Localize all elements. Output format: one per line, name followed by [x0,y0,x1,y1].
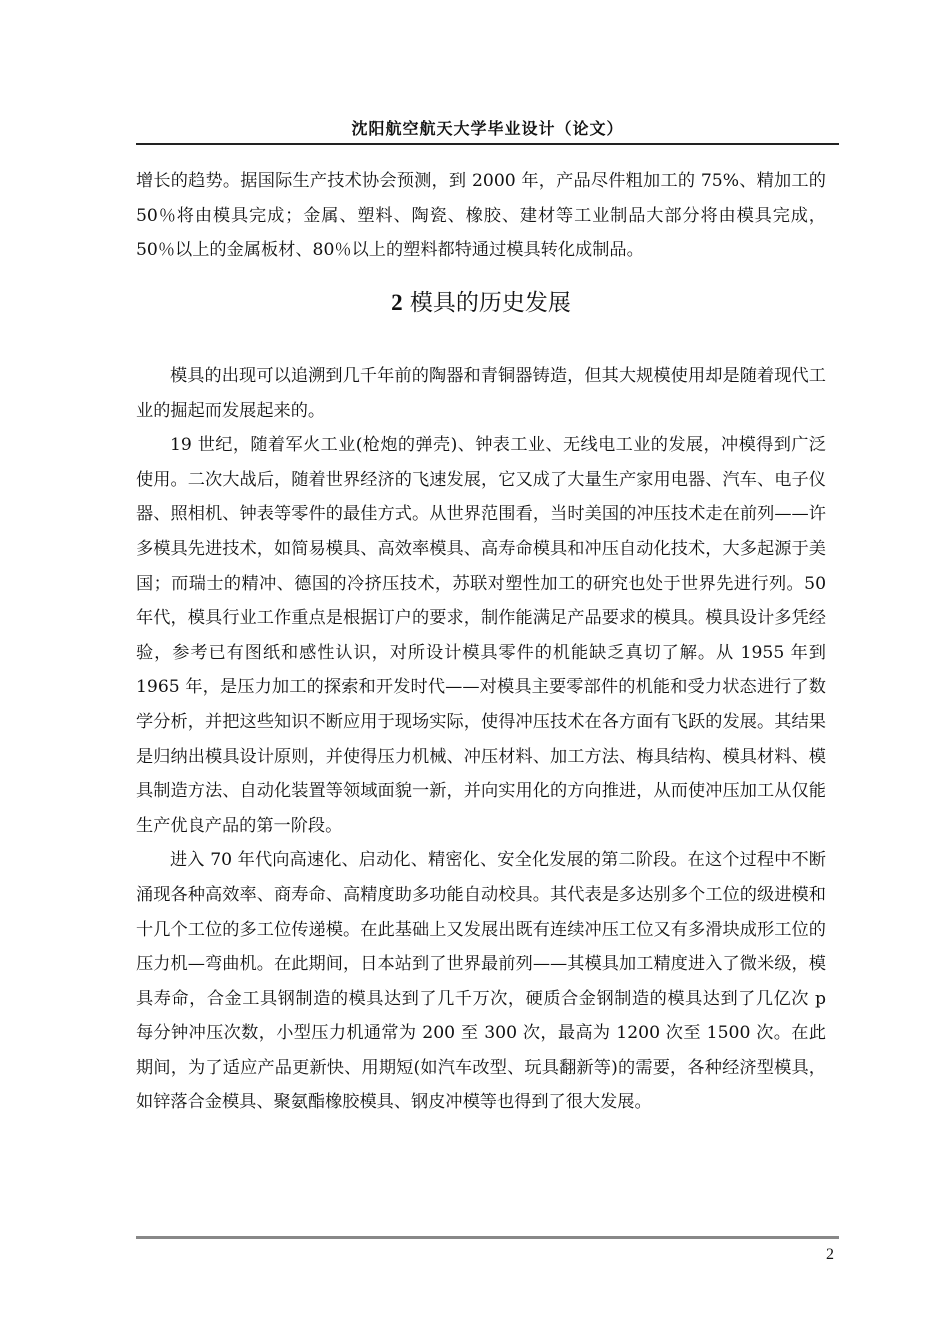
continuation-block [136,164,826,268]
section-body [136,359,826,1120]
paragraph: 19 世纪，随着军火工业(枪炮的弹壳)、钟表工业、无线电工业的发展，冲模得到广泛使用。二次大战后，随着世界经济的飞速发展，它又成了大量生产家用电器、汽车、电子仪器、照相机、钟表等零件的最佳方式。从世界范围看，当时美国的冲压技术走在前列——许多模具先进技术，如简易模具、高效率模具、高寿命模具和冲压自动化技术，大多起源于美国；而瑞士的精冲、德国的冷挤压技术，苏联对塑性加工的研究也处于世界先进行列。50 年代，模具行业工作重点是根据订户的要求，制作能满足产品要求的模具。模具设计多凭经验，参考已有图纸和感性认识，对所设计模具零件的机能缺乏真切了解。从 1955 年到 1965 年，是压力加工的探索和开发时代——对模具主要零部件的机能和受力状态进行了数学分析，并把这些知识不断应用于现场实际，使得冲压技术在各方面有飞跃的发展。其结果是归纳出模具设计原则，并使得压力机械、冲压材料、加工方法、梅具结构、模具材料、模具制造方法、自动化装置等领域面貌一新，并向实用化的方向推进，从而使冲压加工从仅能生产优良产品的第一阶段。 [136,435,826,836]
page-number: 2 [826,1246,834,1263]
section-number: 2 [391,290,403,315]
paragraph: 进入 70 年代向高速化、启动化、精密化、安全化发展的第二阶段。在这个过程中不断涌现各种高效率、商寿命、高精度助多功能自动校具。其代表是多达别多个工位的级进模和十几个工位的多工位传递模。在此基础上又发展出既有连续冲压工位又有多滑块成形工位的压力机—弯曲机。在此期间，日本站到了世界最前列——其模具加工精度进入了微米级，模具寿命，合金工具钢制造的模具达到了几千万次，硬质合金钢制造的模具达到了几亿次 p 每分钟冲压次数，小型压力机通常为 200 至 300 次，最高为 1200 次至 1500 次。在此期间，为了适应产品更新快、用期短(如汽车改型、玩具翻新等)的需要，各种经济型模具，如锌落合金模具、聚氨酯橡胶模具、钢皮冲模等也得到了很大发展。 [136,850,826,1113]
section-heading [136,284,826,317]
footer-divider [136,1236,839,1239]
page-header-title: 沈阳航空航天大学毕业设计（论文） [351,119,624,138]
header-divider [136,143,839,145]
continuation-paragraph: 增长的趋势。据国际生产技术协会预测，到 2000 年，产品尽件粗加工的 75%、精加工的 50％将由模具完成；金属、塑料、陶瓷、橡胶、建材等工业制品大部分将由模具完成，50％以上的金属板材、80％以上的塑料都特通过模具转化成制品。 [136,171,826,261]
paragraph: 模具的出现可以追溯到几千年前的陶器和青铜器铸造，但其大规模使用却是随着现代工业的掘起而发展起来的。 [136,366,826,421]
section-title-text: 模具的历史发展 [409,290,571,316]
